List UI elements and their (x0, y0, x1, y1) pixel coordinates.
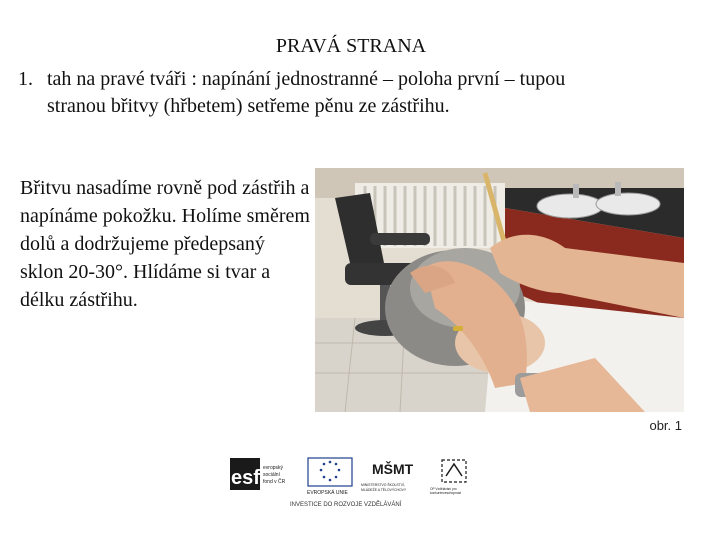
esf-logo (230, 458, 286, 490)
list-text: tah na pravé tváři : napínání jednostranné – poloha první – tupou stranou břitvy (hřbetem) setřeme pěnu ze zástřihu. (47, 68, 566, 117)
op-vk-logo (430, 460, 466, 495)
svg-text:konkurenceschopnost: konkurenceschopnost (430, 491, 462, 495)
list-item (18, 66, 578, 120)
svg-text:fond v ČR: fond v ČR (263, 479, 286, 485)
figure-caption: obr. 1 (649, 418, 682, 433)
barber-shaving-photo (315, 168, 684, 412)
svg-text:EVROPSKÁ UNIE: EVROPSKÁ UNIE (307, 490, 348, 496)
list-number: 1. (18, 68, 33, 90)
svg-text:esf: esf (231, 467, 260, 489)
msmt-logo (361, 460, 414, 492)
funding-slogan: INVESTICE DO ROZVOJE VZDĚLÁVÁNÍ (290, 502, 402, 508)
svg-text:MINISTERSTVO ŠKOLSTVÍ,: MINISTERSTVO ŠKOLSTVÍ, (361, 483, 405, 487)
svg-text:OP Vzdělávání pro: OP Vzdělávání pro (430, 487, 457, 491)
svg-text:evropský: evropský (263, 465, 284, 471)
eu-flag-logo (307, 458, 352, 496)
svg-text:MŠMT: MŠMT (372, 461, 414, 477)
svg-text:MLÁDEŽE A TĚLOVÝCHOVY: MLÁDEŽE A TĚLOVÝCHOVY (361, 488, 407, 492)
instruction-paragraph: Břitvu nasadíme rovně pod zástřih a napínáme pokožku. Holíme směrem dolů a dodržujeme předepsaný sklon 20-30°. Hlídáme si tvar a délku zástřihu. (20, 177, 310, 311)
page-title: PRAVÁ STRANA (275, 35, 427, 57)
svg-text:sociální: sociální (263, 472, 280, 478)
funding-logos (230, 452, 480, 512)
